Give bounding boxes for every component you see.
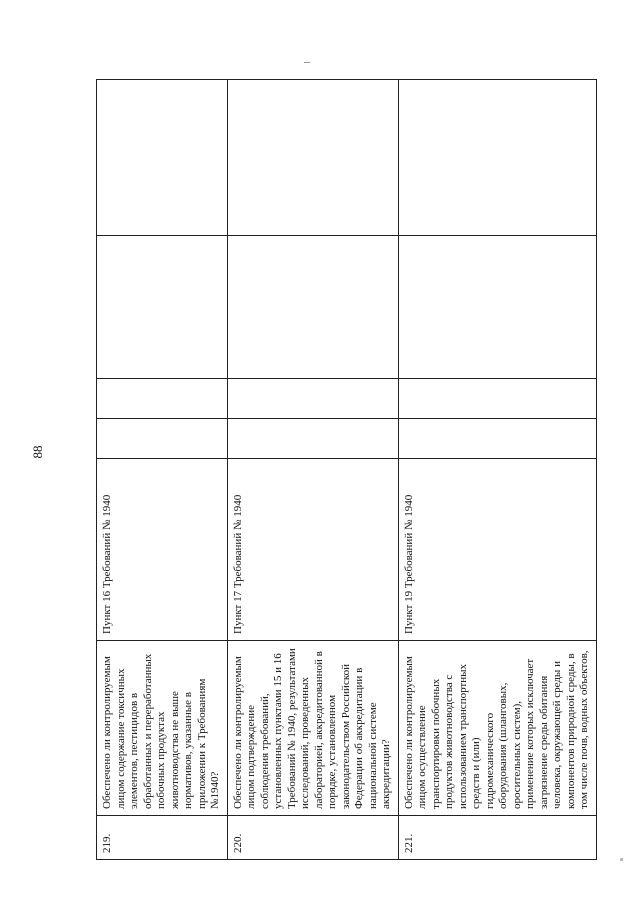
answer-cell-no: [398, 379, 596, 419]
notes-cell: [227, 80, 398, 236]
notes-cell: [97, 80, 228, 236]
legal-reference: Пункт 16 Требований № 1940: [97, 459, 228, 641]
scan-mark: [304, 62, 310, 63]
checklist-table: [96, 79, 597, 860]
answer-cell-yes: [398, 419, 596, 459]
legal-reference: Пункт 17 Требований № 1940: [227, 459, 398, 641]
row-number: 219.: [97, 816, 228, 860]
table-row: [227, 80, 398, 860]
answer-cell-na: [398, 236, 596, 379]
row-number: 220.: [227, 816, 398, 860]
answer-cell-no: [97, 379, 228, 419]
page-number: 88: [30, 445, 45, 459]
answer-cell-yes: [97, 419, 228, 459]
requirement-question: Обеспечено ли контролируемым лицом подтверждение соблюдения требований, установленных пунктами 15 и 16 Требований № 1940, результатами исследований, проведенных лабораторией, аккредитованной в порядке, установленном законодательством Российской Федерации об аккредитации в национальной системе аккредитации?: [227, 641, 398, 816]
answer-cell-na: [97, 236, 228, 379]
requirement-question: Обеспечено ли контролируемым лицом осуществление транспортировки побочных продуктов животноводства с использованием транспортных средств и (или) гидромеханического оборудования (шланговых, оросительных систем), применение которых исключает загрязнение среды обитания человека, окружающей среды и компонентов природной среды, в том числе почв, водных объектов,: [398, 641, 596, 816]
answer-cell-na: [227, 236, 398, 379]
notes-cell: [398, 80, 596, 236]
row-number: 221.: [398, 816, 596, 860]
legal-reference: Пункт 19 Требований № 1940: [398, 459, 596, 641]
table-row: [398, 80, 596, 860]
checklist-table-rotated: [96, 80, 590, 860]
answer-cell-no: [227, 379, 398, 419]
answer-cell-yes: [227, 419, 398, 459]
table-row: [97, 80, 228, 860]
scan-mark: [620, 858, 623, 861]
requirement-question: Обеспечено ли контролируемым лицом содержание токсичных элементов, пестицидов в обработанных и переработанных побочных продуктах животноводства не выше нормативов, указанные в приложении к Требованиям №1940?: [97, 641, 228, 816]
